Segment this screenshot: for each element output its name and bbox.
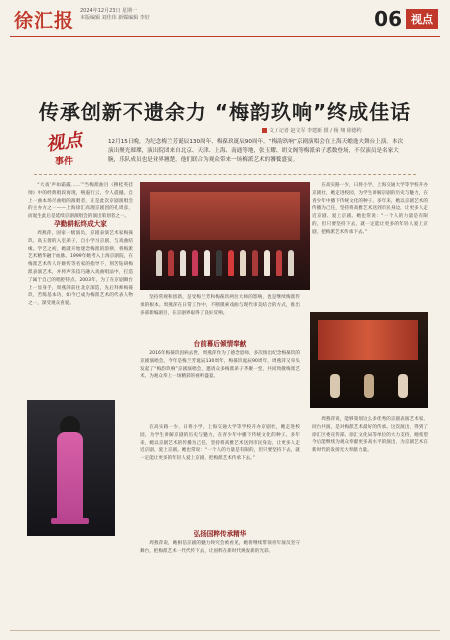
col3-body: 在高实路一少，日将小学，上海交通大学等学校开办京剧社，她走进校园，为学生讲解京剧的历史与魅力，在青少年中播下传统文化的种子。多年来，她以京剧艺术的传播为己任，坚持将高雅艺术送到市民身边，让更多人走近京剧、爱上京剧。她也常说：“一个人的力量是有限的，但只要坚持下去，就一定能让更多的年轻人爱上京剧，把梅派艺术传承下去。” — [312, 183, 428, 235]
heading-diligent: 孕勤耕耘终成大家 — [54, 220, 107, 228]
byline-marker-icon — [262, 128, 267, 133]
lead-divider — [34, 174, 416, 175]
bottom-rule — [10, 630, 440, 631]
col2-body-2: 2016年梅葆玖因病去世，周燕萍作为了感念恩师，多次推出纪念梅葆玖的京剧演唱会。今年是梅兰芳诞辰130周年，梅葆玖诞辰90周年，周燕萍又牵头发起了“梅韵玖响”京剧演唱会，邀请众多梅派弟子齐聚一堂，共同致敬梅派艺术，为观众奉上一场精彩的视听盛宴。 — [140, 351, 300, 380]
stamp-bottom: 事件 — [54, 157, 73, 167]
col1-body: 周燕萍，国家一级演员，京剧表演艺术家梅葆玖、高玉倩的入室弟子，自小学习京剧，与戏曲结缘。学艺之初，她就开始迷恋梅派的韵律，将梅派艺术精华融于血脉。1999年她考入上海京剧院，在梅派艺术传人许姬传等名家的指导下，刻苦钻研梅派表演艺术，并将声乐技巧融入戏曲唱法中，打造了属于自己的唱腔特点。2003年，为了在京剧舞台上一显身手，周燕萍前往北京深造，先后拜师梅葆玖，苦练基本功，如今已成为梅派艺术的代表人物之一，深受观众喜爱。 — [28, 231, 133, 307]
editor-line: 本版编辑 刘佳玮 新媒编辑 李好 — [80, 15, 150, 21]
lead-paragraph: 12月15日晚，为纪念梅兰芳诞辰130周年、梅葆玖诞辰90周年，“梅韵玖响”京剧演唱会在上海天蟾逸夫舞台上演。本次演出聚光璀璨，演出院团来自北京、天津、上海、南通等地，张玉耀、胡文阁等梅派弟子悉数登场，不仅演员是名家大腕，乐队成员也是业界翘楚，他们联合为观众带来一场梅派艺术的饕餮盛宴。 — [108, 139, 404, 163]
heading-dedication: 台前幕后倾情奉献 — [193, 340, 247, 348]
masthead-meta — [80, 8, 150, 22]
stamp-top: 视点 — [44, 129, 84, 156]
article-headline: 传承创新不遗余力 “梅韵玖响”终成佳话 — [38, 100, 412, 124]
col1-intro: “大戏‘声如霜霰……’”当梅派曲目《穆桂英挂帅》中的经典唱段再现，响遏行云，令人震撼。自上一曲本场尽曲唱的演唱者，正是此次京剧演唱会的主办方之一——上海徐汇高理京剧团的孔周彦，而诞生此后是延续京剧演唱会的演出策划者之一。 — [28, 183, 133, 220]
stage-photo — [140, 182, 310, 290]
masthead-rule — [10, 36, 440, 37]
col3-body-2: 周燕萍说，能够策划这么多优秀的京剧表演艺术家，同台共演，是对梅派艺术最好的传承。这次演出，得到了徐汇区委宣传部、徐汇文化局等单位的大力支持，她希望今后能继续为观众奉献更多高水平的演出，为京剧艺术在新时代的发扬光大奉献力量。 — [312, 417, 428, 454]
issue-date: 2024年12月23日 星期一 — [80, 8, 138, 14]
col2-body: 坚持常规和创新，是受梅兰芳和梅葆玖两位大师的影响，也是继续梅派传承的根本。周燕萍在日常工作中，不断摸索戏曲与现代审美结合的方式，推出多部新编剧目，在京剧界取得了良好反响。 — [140, 295, 300, 316]
section-stamp — [40, 128, 88, 167]
section-badge: 视点 — [406, 9, 438, 29]
performer-portrait — [27, 400, 115, 536]
page-number: 06 — [374, 7, 402, 31]
newspaper-logo: 徐汇报 — [14, 10, 75, 32]
performance-photo — [310, 312, 428, 408]
col2-lower: 在高实路一少，日将小学，上海交通大学等学校开办京剧社，她走进校园，为学生讲解京剧的历史与魅力，在青少年中播下传统文化的种子。多年来，她以京剧艺术的传播为己任，坚持将高雅艺术送到市民身边，让更多人走近京剧、爱上京剧。她也常说：“一个人的力量是有限的，但只要坚持下去，就一定能让更多的年轻人爱上京剧，把梅派艺术传承下去。” — [140, 425, 300, 462]
byline: 文 / 记者 赵文军 李建新 摄 / 杨 翔 徐德约 — [262, 127, 362, 134]
heading-heritage: 弘扬国粹传承精华 — [193, 530, 247, 538]
col2-heritage-body: 周燕萍说，她相信京剧的魅力终究会被看见，她将继续带领青年演员坚守舞台，把梅派艺术一代代传下去，让国粹在新时代焕发新的光彩。 — [140, 541, 300, 554]
masthead — [0, 0, 450, 36]
